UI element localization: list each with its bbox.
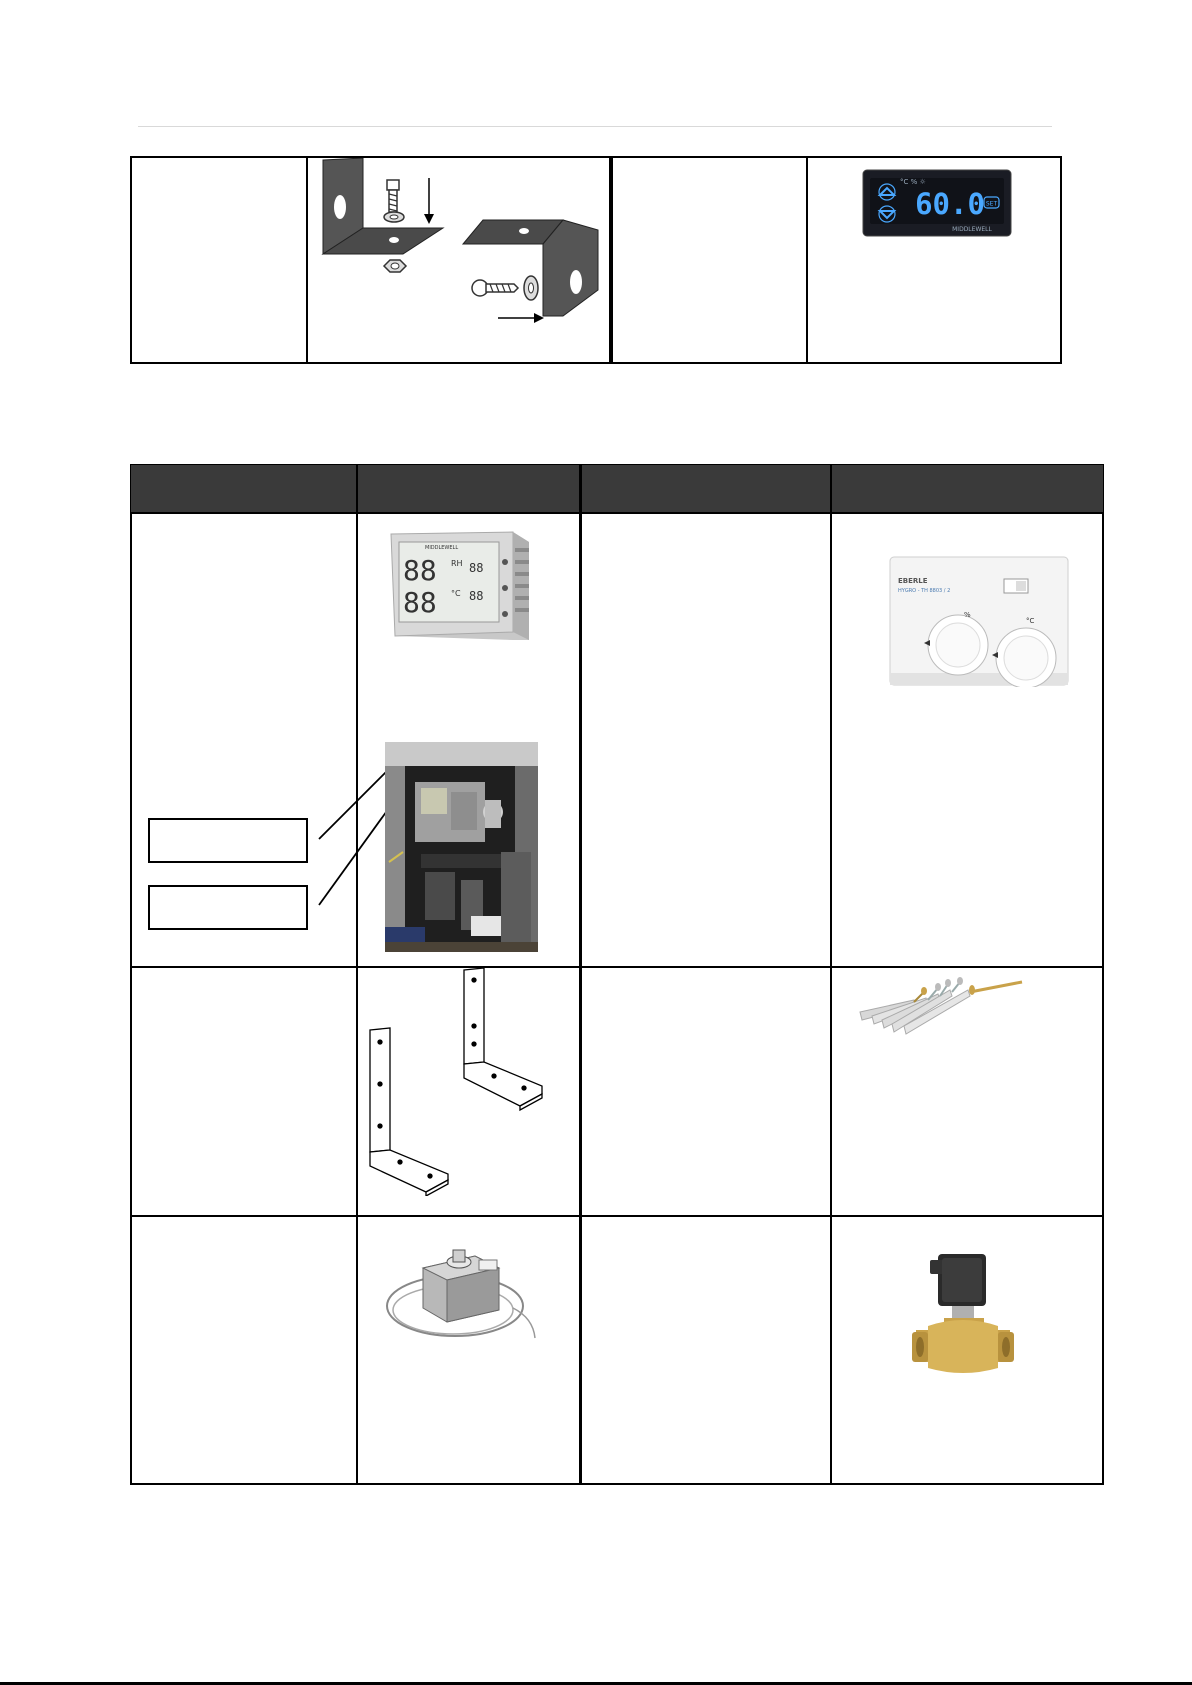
parts-table-divider	[830, 464, 832, 1485]
header-rule	[138, 126, 1052, 127]
svg-text:SET: SET	[985, 200, 998, 208]
dial-left-unit: %	[964, 611, 971, 619]
capillary-thermostat-image	[383, 1238, 543, 1348]
bracket-mounting-illustration	[318, 158, 603, 330]
dial-thermostat-model: HYGRO - TH 8803 / 2	[898, 588, 951, 594]
dial-right-unit: °C	[1026, 617, 1035, 625]
hygrostat-rh-label: RH	[451, 559, 463, 568]
parts-table-row-divider	[130, 1215, 1104, 1217]
controller-brand: MIDDLEWELL	[952, 226, 992, 233]
callout-label-box	[148, 885, 308, 930]
hygrostat-temp-label: °C	[451, 589, 461, 598]
mounting-table-divider	[609, 156, 613, 364]
hygrostat-small-digits-top: 88	[469, 561, 484, 575]
hygrostat-display-image	[385, 528, 535, 646]
digital-controller-image	[862, 169, 1012, 237]
parts-table-row-divider	[130, 512, 1104, 514]
parts-table-row-divider	[130, 966, 1104, 968]
hygrostat-digits-top: 88	[403, 554, 437, 587]
mounting-table-divider	[806, 156, 808, 364]
mounting-table-divider	[306, 156, 308, 364]
solenoid-valve-image	[908, 1250, 1018, 1382]
parts-table-header	[131, 465, 1103, 512]
dial-hygrostat-thermostat-image	[888, 555, 1070, 687]
callout-label-box	[148, 818, 308, 863]
controller-reading: 60.0	[915, 187, 985, 221]
dial-thermostat-brand: EBERLE	[898, 577, 928, 585]
parts-table-divider	[356, 464, 358, 1485]
parts-table-divider	[579, 464, 582, 1485]
hygrostat-small-digits-bottom: 88	[469, 589, 484, 603]
wall-brackets-illustration	[360, 966, 550, 1196]
svg-text:°C % ☼: °C % ☼	[900, 178, 926, 186]
cabinet-interior-photo	[385, 742, 538, 952]
hygrostat-brand: MIDDLEWELL	[425, 545, 459, 551]
wall-anchors-image	[852, 976, 1032, 1046]
hygrostat-digits-bottom: 88	[403, 586, 437, 619]
